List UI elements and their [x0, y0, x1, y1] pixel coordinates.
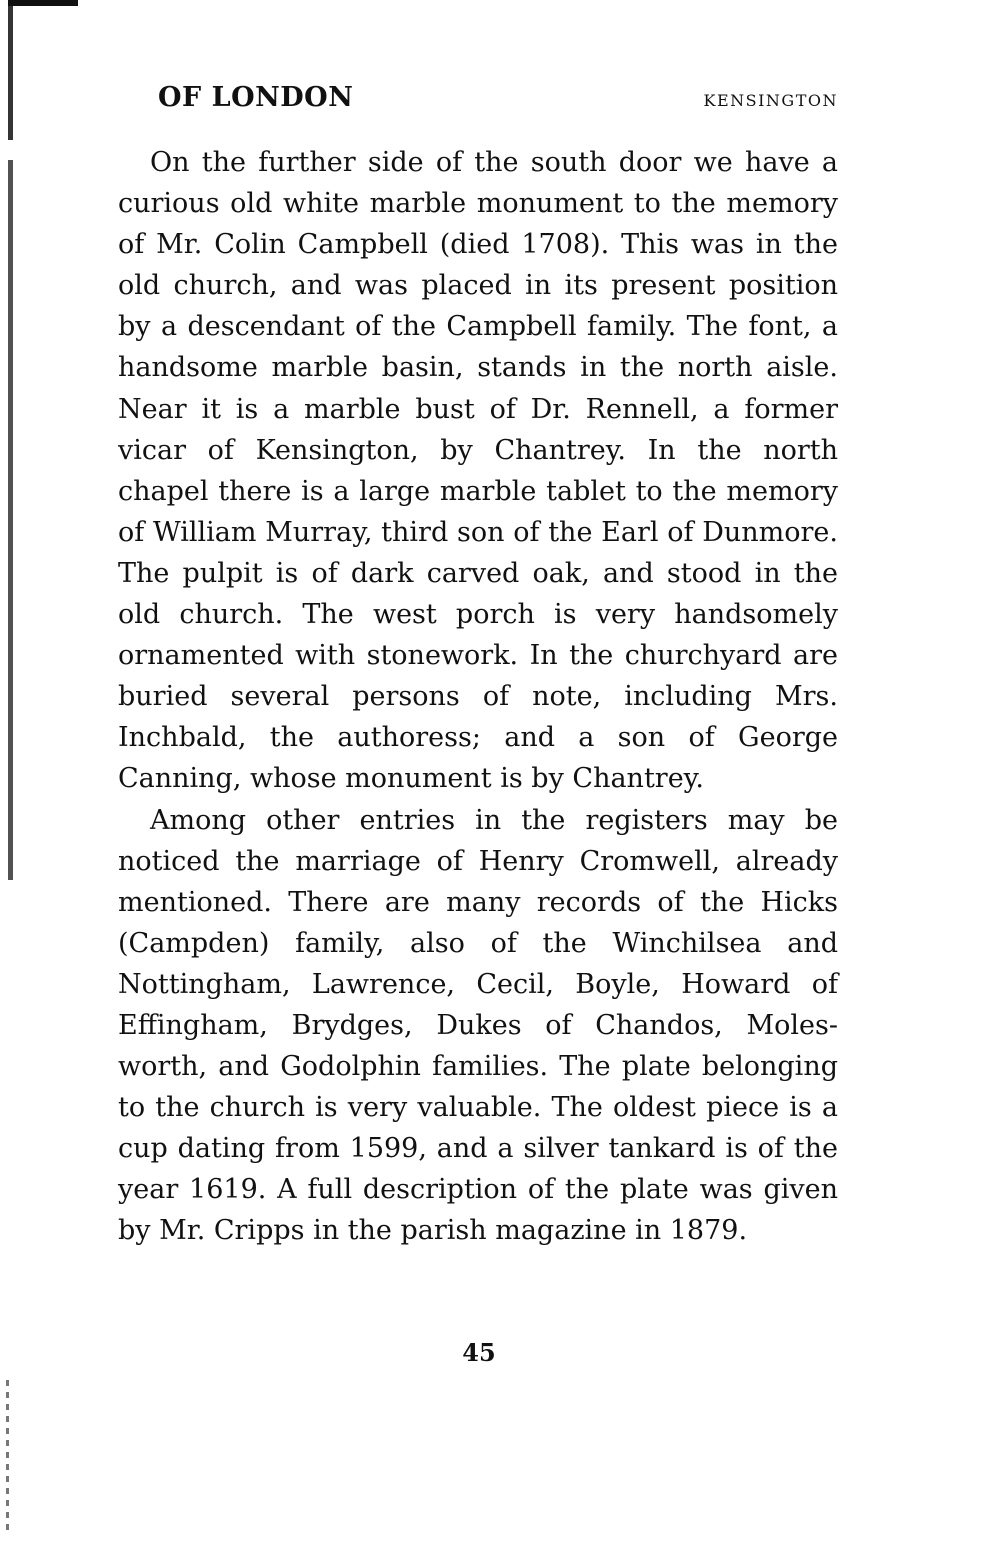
running-head-section: KENSINGTON: [703, 91, 838, 110]
paragraph: Among other entries in the registers may be noticed the marriage of Henry Cromwell, already mentioned. There are many records of the Hicks (Campden) family, also of the Winchilsea and Nottingham, Lawrence, Cecil, Boyle, Howard of Effingham, Brydges, Dukes of Chandos, Molesworth, and Godolphin families. The plate belonging to the church is very valuable. The oldest piece is a cup dating from 1599, and a silver tankard is of the year 1619. A full description of the plate was given by Mr. Cripps in the parish magazine in 1879.: [118, 804, 838, 1247]
body-text: [118, 142, 838, 1252]
binding-edge-lower: [6, 1380, 9, 1530]
running-head: [158, 82, 838, 122]
binding-edge: [8, 0, 13, 1541]
page-number: 45: [462, 1338, 496, 1367]
running-head-title: OF LONDON: [158, 82, 354, 113]
paragraph: On the further side of the south door we have a curious old white marble monument to the memory of Mr. Colin Campbell (died 1708). This was in the old church, and was placed in its present position by a descendant of the Campbell family. The font, a handsome marble basin, stands in the north aisle. Near it is a marble bust of Dr. Rennell, a former vicar of Kensington, by Chantrey. In the north chapel there is a large marble tablet to the memory of William Murray, third son of the Earl of Dunmore. The pulpit is of dark carved oak, and stood in the old church. The west porch is very handsomely ornamented with stonework. In the churchyard are buried several persons of note, including Mrs. Inchbald, the authoress; and a son of George Canning, whose monument is by Chantrey.: [118, 147, 838, 795]
binding-corner: [8, 0, 78, 6]
